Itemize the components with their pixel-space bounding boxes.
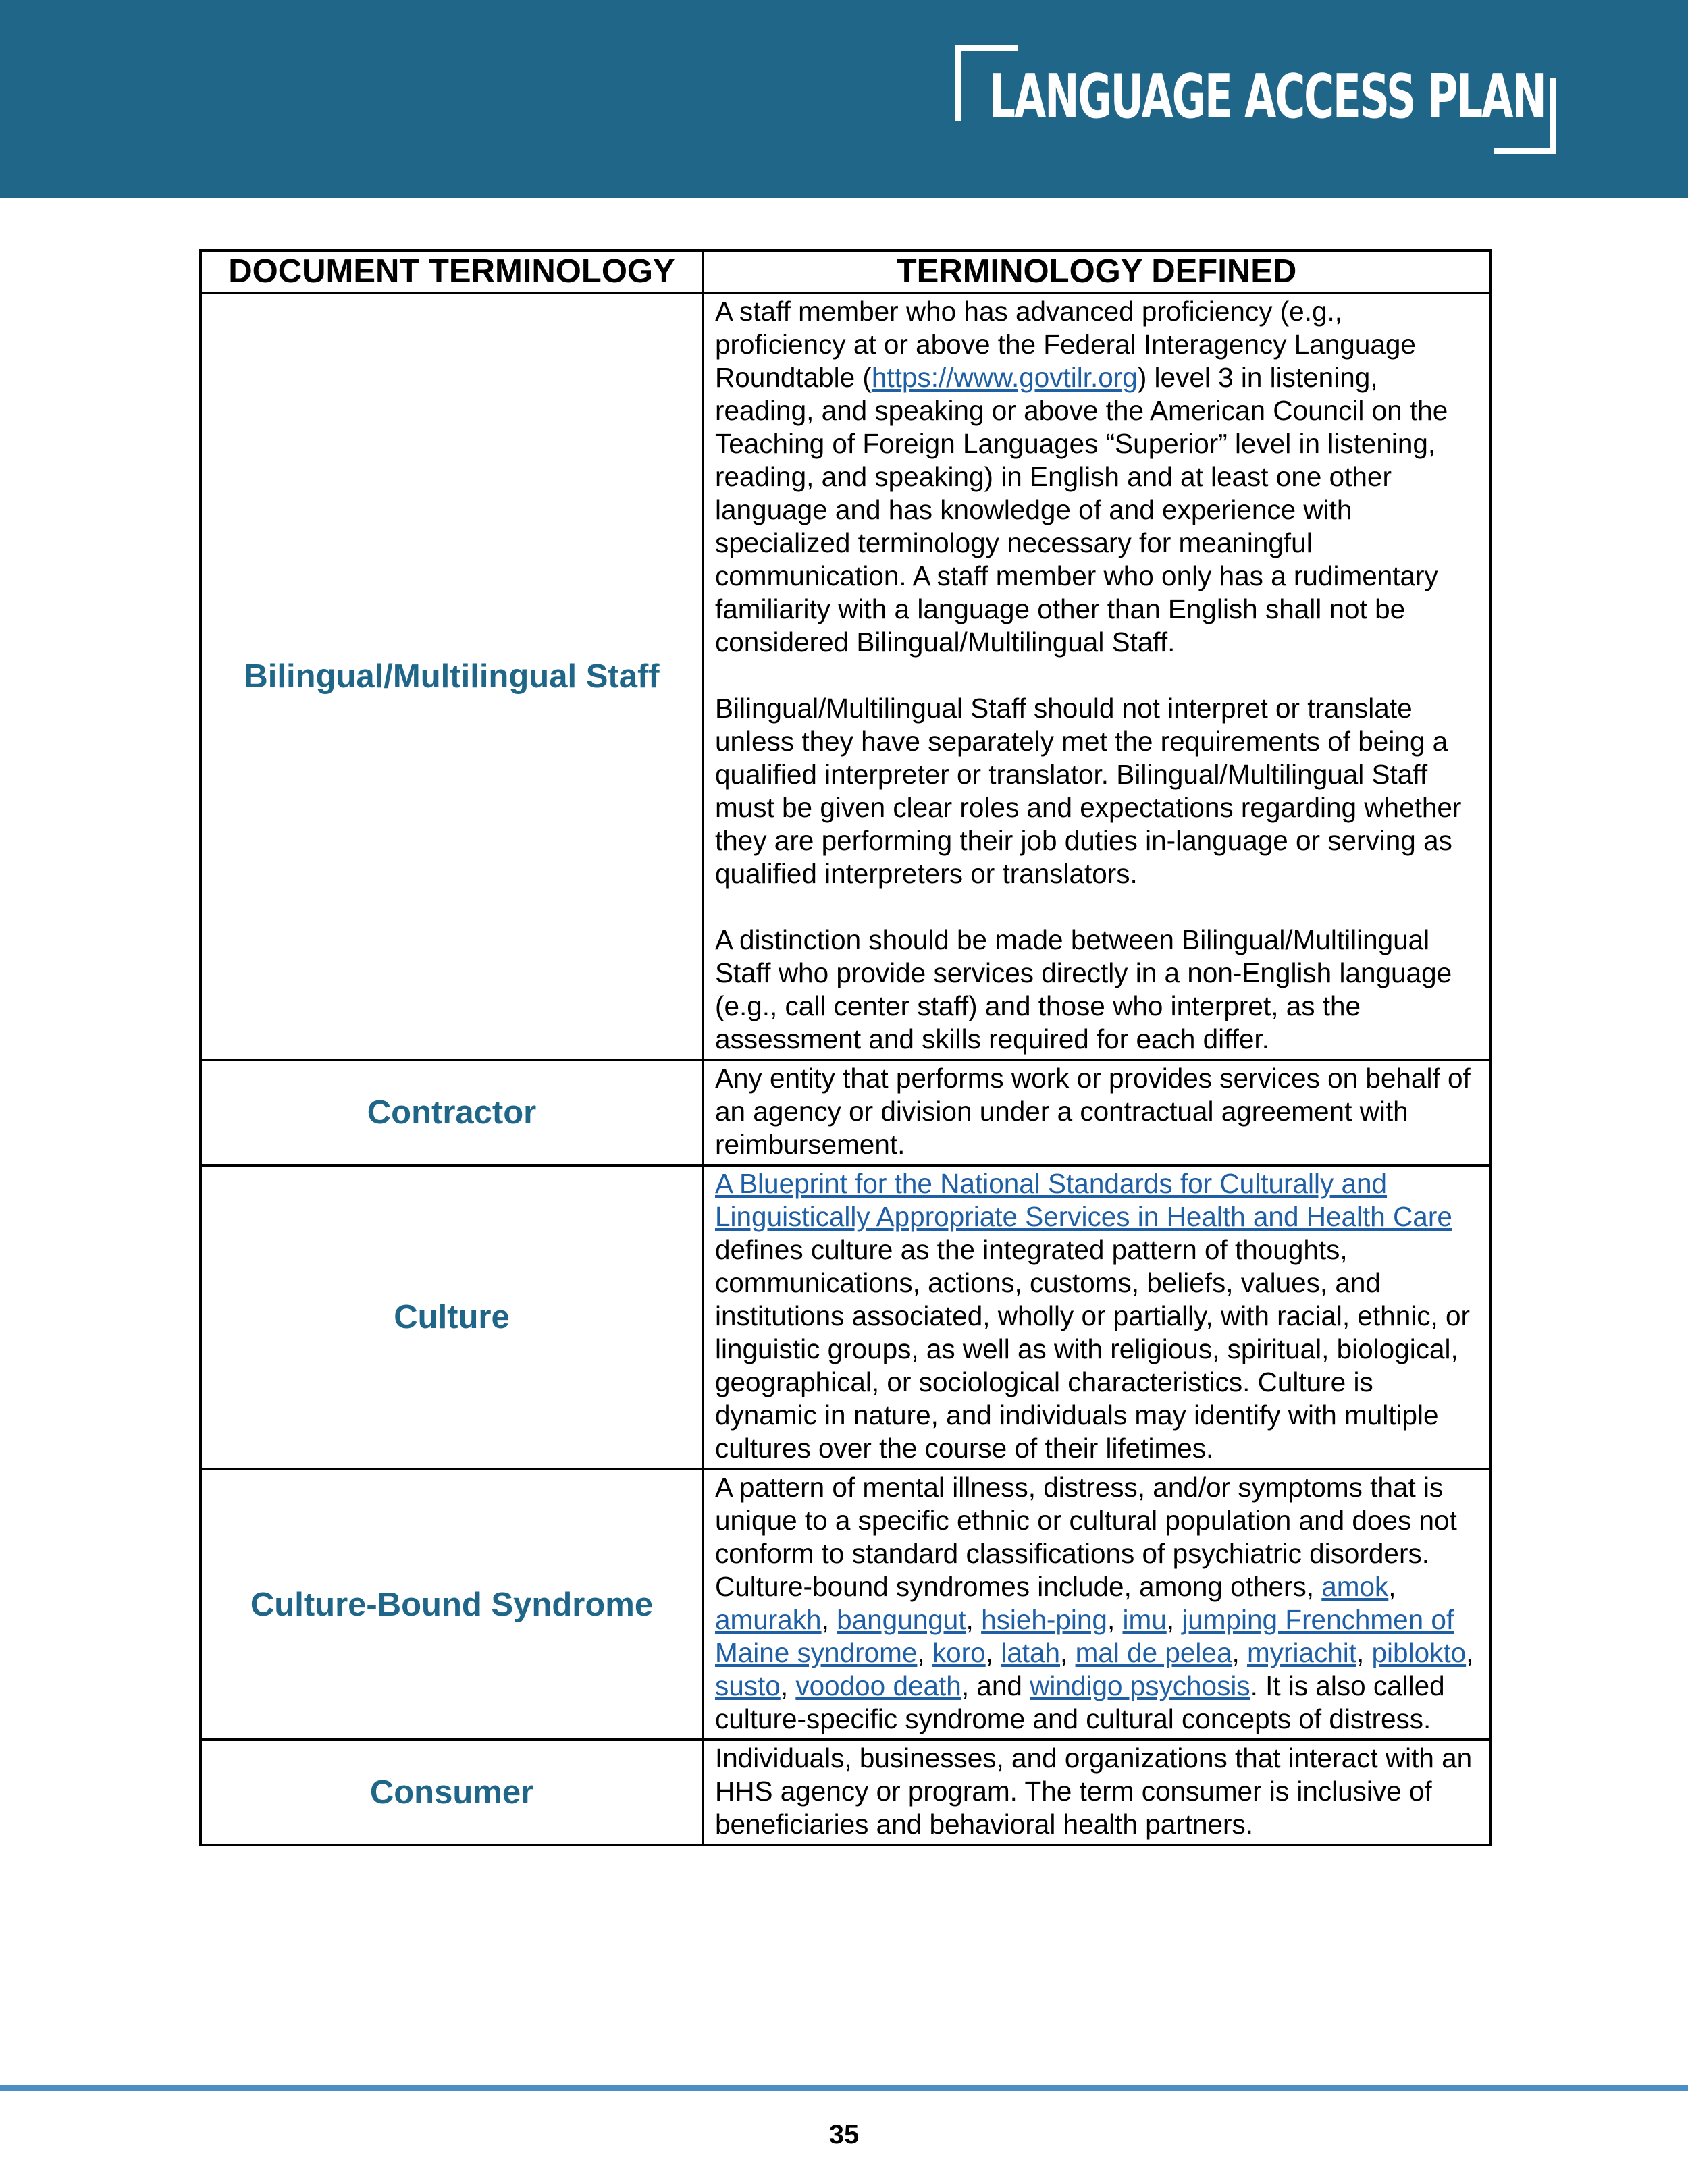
header-banner bbox=[0, 0, 1688, 198]
syndrome-link-amurakh[interactable]: amurakh bbox=[715, 1604, 822, 1635]
table-header-row bbox=[201, 250, 1490, 293]
syndrome-link-jumping-frenchmen-of-maine-syndrome[interactable]: jumping Frenchmen of Maine syndrome bbox=[715, 1604, 1454, 1668]
definition-paragraph: A staff member who has advanced proficiency (e.g., proficiency at or above the Federal Interagency Language Roundtable (https://www.govtilr.org) level 3 in listening, reading, and speaking or above the American Council on the Teaching of Foreign Languages “Superior” level in listening, reading, and speaking) in English and at least one other language and has knowledge of and experience with specialized terminology necessary for meaningful communication. A staff member who only has a rudimentary familiarity with a language other than English shall not be considered Bilingual/Multilingual Staff. bbox=[715, 296, 1448, 658]
definition-consumer: Individuals, businesses, and organizations that interact with an HHS agency or program. The term consumer is inclusive of beneficiaries and behavioral health partners. bbox=[703, 1740, 1490, 1845]
syndrome-link-amok[interactable]: amok bbox=[1321, 1571, 1389, 1602]
syndrome-link-susto[interactable]: susto bbox=[715, 1670, 781, 1701]
definition-bilingual-staff bbox=[703, 293, 1490, 1060]
syndrome-link-koro[interactable]: koro bbox=[932, 1637, 986, 1668]
term-culture: Culture bbox=[201, 1165, 703, 1469]
term-bilingual-staff: Bilingual/Multilingual Staff bbox=[201, 293, 703, 1060]
definition-paragraph: A distinction should be made between Bilingual/Multilingual Staff who provide services directly in a non-English language (e.g., call center staff) and those who interpret, as the assessment and skills required for each differ. bbox=[715, 924, 1452, 1055]
term-culture-bound-syndrome: Culture-Bound Syndrome bbox=[201, 1469, 703, 1740]
footer-divider bbox=[0, 2085, 1688, 2091]
definition-contractor: Any entity that performs work or provides services on behalf of an agency or division under a contractual agreement with reimbursement. bbox=[703, 1060, 1490, 1165]
page-title: LANGUAGE ACCESS PLAN bbox=[989, 61, 1546, 132]
term-contractor: Contractor bbox=[201, 1060, 703, 1165]
clas-standards-link[interactable]: A Blueprint for the National Standards for Culturally and Linguistically Appropriate Services in Health and Health Care bbox=[715, 1168, 1452, 1232]
table-row bbox=[201, 1165, 1490, 1469]
table-row bbox=[201, 1060, 1490, 1165]
govtilr-link[interactable]: https://www.govtilr.org bbox=[871, 362, 1138, 393]
column-header-terminology: DOCUMENT TERMINOLOGY bbox=[201, 250, 703, 293]
definition-paragraph: Bilingual/Multilingual Staff should not interpret or translate unless they have separately met the requirements of being a qualified interpreter or translator. Bilingual/Multilingual Staff must be given clear roles and expectations regarding whether they are performing their job duties in-language or serving as qualified interpreters or translators. bbox=[715, 693, 1462, 889]
title-frame bbox=[955, 45, 1556, 154]
syndrome-link-myriachit[interactable]: myriachit bbox=[1246, 1637, 1357, 1668]
syndrome-link-bangungut[interactable]: bangungut bbox=[837, 1604, 966, 1635]
table-row bbox=[201, 1469, 1490, 1740]
syndrome-link-mal-de-pelea[interactable]: mal de pelea bbox=[1075, 1637, 1232, 1668]
term-consumer: Consumer bbox=[201, 1740, 703, 1845]
syndrome-link-imu[interactable]: imu bbox=[1122, 1604, 1167, 1635]
table-row bbox=[201, 1740, 1490, 1845]
page-number: 35 bbox=[828, 2120, 860, 2150]
table-row bbox=[201, 293, 1490, 1060]
syndrome-link-piblokto[interactable]: piblokto bbox=[1371, 1637, 1467, 1668]
definition-culture-bound-syndrome: A pattern of mental illness, distress, and/or symptoms that is unique to a specific ethnic or cultural population and does not conform to standard classifications of psychiatric disorders. Culture-bound syndromes include, among others, amok, amurakh, bangungut, hsieh-ping, imu, jumping Frenchmen of Maine syndrome, koro, latah, mal de pelea, myriachit, piblokto, susto, voodoo death, and windigo psychosis. It is also called culture-specific syndrome and cultural concepts of distress. bbox=[703, 1469, 1490, 1740]
syndrome-link-windigo-psychosis[interactable]: windigo psychosis bbox=[1030, 1670, 1250, 1701]
syndrome-link-voodoo-death[interactable]: voodoo death bbox=[795, 1670, 961, 1701]
syndrome-link-hsieh-ping[interactable]: hsieh-ping bbox=[981, 1604, 1107, 1635]
syndrome-link-latah[interactable]: latah bbox=[1001, 1637, 1061, 1668]
column-header-defined: TERMINOLOGY DEFINED bbox=[703, 250, 1490, 293]
terminology-table bbox=[199, 249, 1492, 1846]
syndrome-link-list: amok, amurakh, bangungut, hsieh-ping, imu, jumping Frenchmen of Maine syndrome, koro, latah, mal de pelea, myriachit, piblokto, susto, voodoo death, and windigo psychosis bbox=[715, 1571, 1474, 1701]
definition-culture: A Blueprint for the National Standards for Culturally and Linguistically Appropriate Services in Health and Health Care defines culture as the integrated pattern of thoughts, communications, actions, customs, beliefs, values, and institutions associated, wholly or partially, with racial, ethnic, or linguistic groups, as well as with religious, spiritual, biological, geographical, or sociological characteristics. Culture is dynamic in nature, and individuals may identify with multiple cultures over the course of their lifetimes. bbox=[703, 1165, 1490, 1469]
